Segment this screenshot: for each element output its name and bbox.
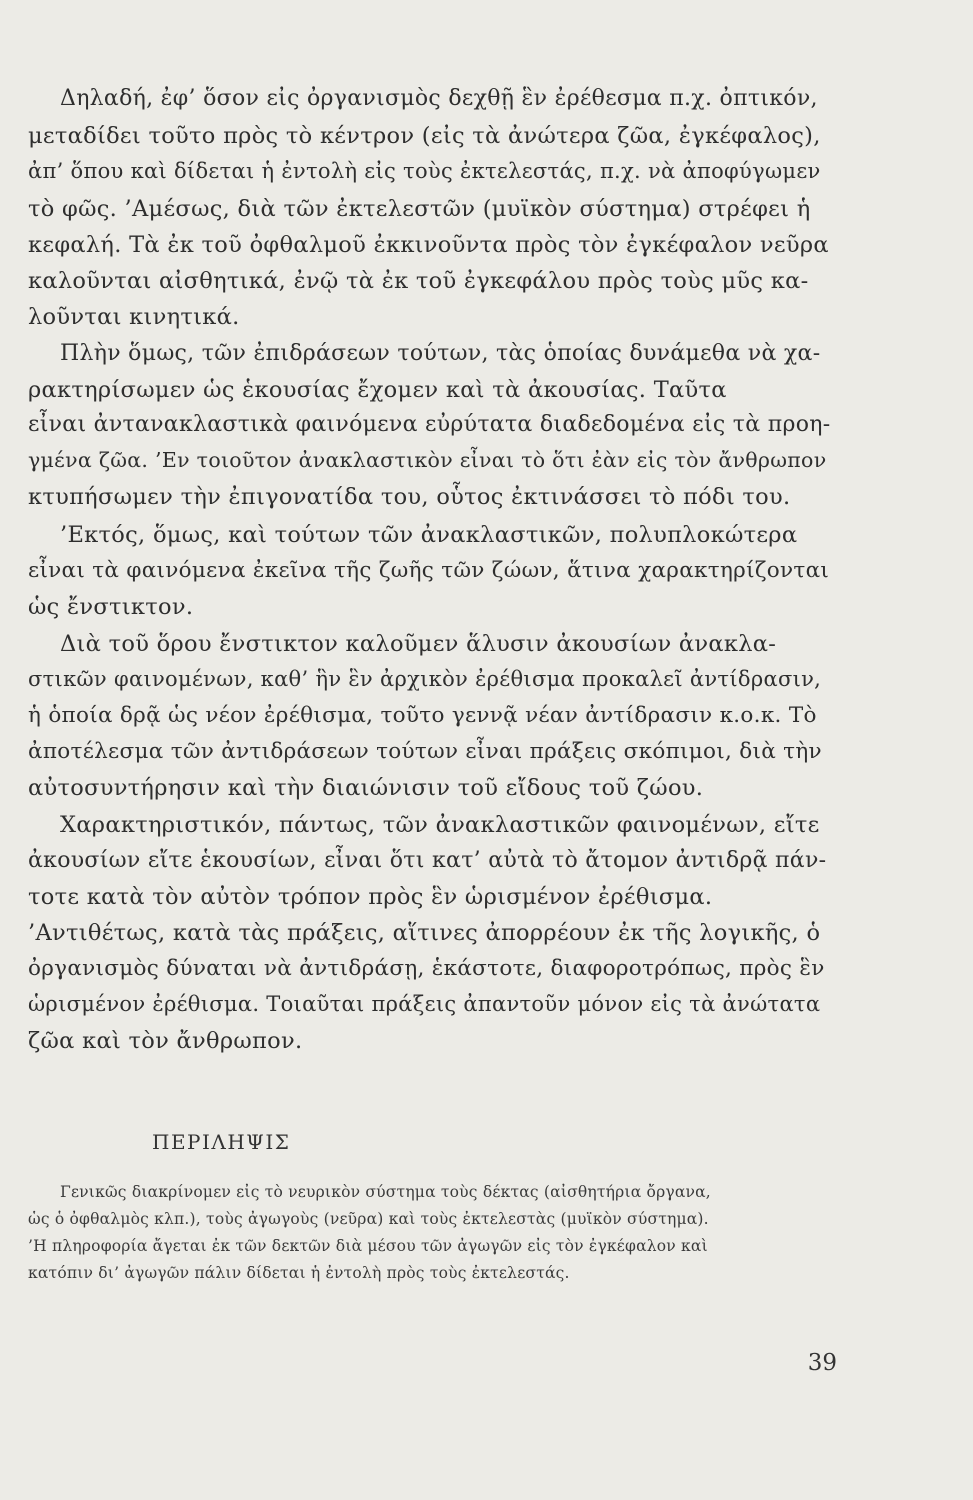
body-line: ἀποτέλεσμα τῶν ἀντιδράσεων τούτων εἶναι πράξεις σκόπιμοι, διὰ τὴν	[28, 739, 822, 764]
body-line: ’Αντιθέτως, κατὰ τὰς πράξεις, αἵτινες ἀπορρέουν ἐκ τῆς λογικῆς, ὁ	[28, 920, 821, 946]
body-line: γμένα ζῶα. ’Εν τοιοῦτον ἀνακλαστικὸν εἶναι τὸ ὅτι ἐὰν εἰς τὸν ἄνθρωπον	[28, 448, 827, 472]
body-line: Πλὴν ὅμως, τῶν ἐπιδράσεων τούτων, τὰς ὁποίας δυνάμεθα νὰ χα-	[60, 341, 821, 366]
summary-line: ὡς ὁ ὀφθαλμὸς κλπ.), τοὺς ἀγωγοὺς (νεῦρα) καὶ τοὺς ἐκτελεστὰς (μυϊκὸν σύστημα).	[28, 1210, 709, 1228]
body-line: στικῶν φαινομένων, καθ’ ἣν ἓν ἀρχικὸν ἐρέθισμα προκαλεῖ ἀντίδρασιν,	[28, 667, 822, 691]
body-line: κεφαλή. Τὰ ἐκ τοῦ ὀφθαλμοῦ ἐκκινοῦντα πρὸς τὸν ἐγκέφαλον νεῦρα	[28, 232, 829, 258]
body-line: αὐτοσυντήρησιν καὶ τὴν διαιώνισιν τοῦ εἴδους τοῦ ζώου.	[28, 775, 704, 801]
body-line: ὡρισμένον ἐρέθισμα. Τοιαῦται πράξεις ἀπαντοῦν μόνον εἰς τὰ ἀνώτατα	[28, 992, 821, 1016]
body-line: Χαρακτηριστικόν, πάντως, τῶν ἀνακλαστικῶν φαινομένων, εἴτε	[60, 812, 820, 838]
body-line: Δηλαδή, ἐφ’ ὅσον εἰς ὀργανισμὸς δεχθῇ ἓν ἐρέθεσμα π.χ. ὀπτικόν,	[60, 86, 818, 111]
body-line: τὸ φῶς. ’Αμέσως, διὰ τῶν ἐκτελεστῶν (μυϊκὸν σύστημα) στρέφει ἡ	[28, 196, 811, 222]
body-line: ρακτηρίσωμεν ὡς ἑκουσίας ἔχομεν καὶ τὰ ἀκουσίας. Ταῦτα	[28, 377, 727, 403]
body-line: ὀργανισμὸς δύναται νὰ ἀντιδράσῃ, ἑκάστοτε, διαφοροτρόπως, πρὸς ἓν	[28, 956, 825, 981]
body-line: τοτε κατὰ τὸν αὐτὸν τρόπον πρὸς ἓν ὡρισμένον ἐρέθισμα.	[28, 884, 713, 910]
body-line: εἶναι τὰ φαινόμενα ἐκεῖνα τῆς ζωῆς τῶν ζώων, ἅτινα χαρακτηρίζονται	[28, 558, 830, 583]
body-line: λοῦνται κινητικά.	[28, 304, 240, 330]
summary-line: ’Η πληροφορία ἄγεται ἐκ τῶν δεκτῶν διὰ μέσου τῶν ἀγωγῶν εἰς τὸν ἐγκέφαλον καὶ	[28, 1237, 708, 1255]
body-line: ἀκουσίων εἴτε ἑκουσίων, εἶναι ὅτι κατ’ αὐτὰ τὸ ἄτομον ἀντιδρᾷ πάν-	[28, 848, 827, 873]
body-line: ὡς ἔνστικτον.	[28, 594, 194, 620]
body-line: μεταδίδει τοῦτο πρὸς τὸ κέντρον (εἰς τὰ ἀνώτερα ζῶα, ἐγκέφαλος),	[28, 123, 821, 149]
summary-line: κατόπιν δι’ ἀγωγῶν πάλιν δίδεται ἡ ἐντολὴ πρὸς τοὺς ἐκτελεστάς.	[28, 1264, 570, 1282]
summary-heading: ΠΕΡΙΛΗΨΙΣ	[152, 1130, 291, 1154]
body-line: κτυπήσωμεν τὴν ἐπιγονατίδα του, οὗτος ἐκτινάσσει τὸ πόδι του.	[28, 484, 791, 510]
body-line: ’Εκτός, ὅμως, καὶ τούτων τῶν ἀνακλαστικῶν, πολυπλοκώτερα	[60, 522, 798, 548]
body-line: Διὰ τοῦ ὅρου ἔνστικτον καλοῦμεν ἅλυσιν ἀκουσίων ἀνακλα-	[60, 631, 777, 657]
body-line: ζῶα καὶ τὸν ἄνθρωπον.	[28, 1028, 303, 1054]
body-line: καλοῦνται αἰσθητικά, ἐνῷ τὰ ἐκ τοῦ ἐγκεφάλου πρὸς τοὺς μῦς κα-	[28, 268, 809, 294]
body-line: ἀπ’ ὅπου καὶ δίδεται ἡ ἐντολὴ εἰς τοὺς ἐκτελεστάς, π.χ. νὰ ἀποφύγωμεν	[28, 159, 821, 183]
page-number: 39	[807, 1350, 837, 1376]
body-line: εἶναι ἀντανακλαστικὰ φαινόμενα εὐρύτατα διαδεδομένα εἰς τὰ προη-	[28, 412, 831, 437]
summary-line: Γενικῶς διακρίνομεν εἰς τὸ νευρικὸν σύστημα τοὺς δέκτας (αἰσθητήρια ὄργανα,	[60, 1183, 711, 1201]
body-line: ἡ ὁποία δρᾷ ὡς νέον ἐρέθισμα, τοῦτο γεννᾷ νέαν ἀντίδρασιν κ.ο.κ. Τὸ	[28, 703, 817, 728]
